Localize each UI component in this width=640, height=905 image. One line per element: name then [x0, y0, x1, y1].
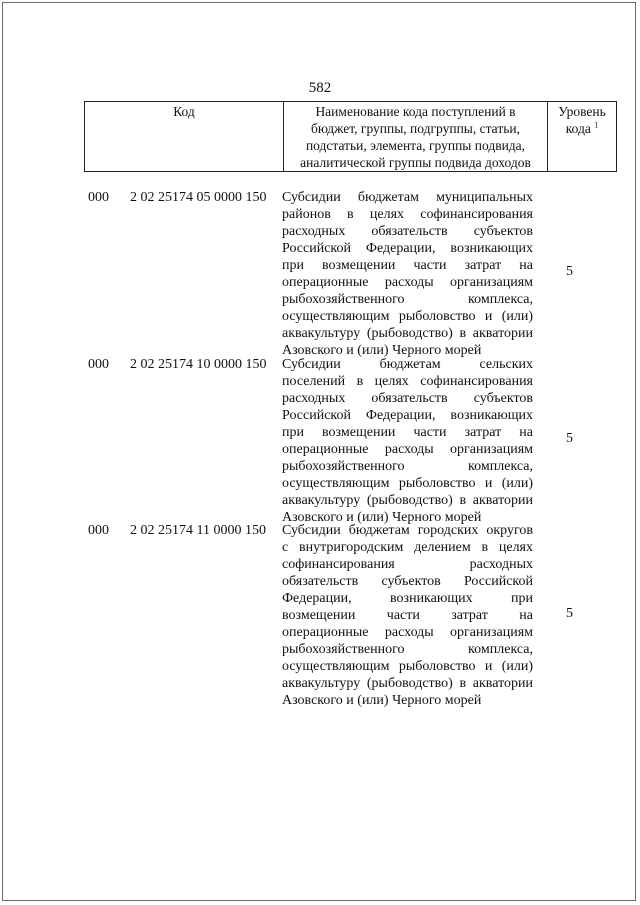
row-name-line: расходных обязательств субъектов: [282, 391, 533, 406]
row-name: [282, 189, 533, 359]
row-name: [282, 356, 533, 526]
row-code: 2 02 25174 10 0000 150: [130, 357, 267, 372]
row-name-line: операционные расходы организациям: [282, 442, 533, 457]
row-level: 5: [566, 431, 573, 446]
row-name-line: рыбохозяйственного комплекса,: [282, 459, 533, 474]
row-name-line: аквакультуру (рыбоводство) в акватории: [282, 493, 533, 508]
row-name-line: осуществляющим рыболовство и (или): [282, 309, 533, 324]
row-name-line: аквакультуру (рыбоводство) в акватории: [282, 326, 533, 341]
row-name-line: рыбохозяйственного комплекса,: [282, 642, 533, 657]
page-number: 582: [308, 80, 332, 96]
row-prefix: 000: [88, 523, 109, 538]
row-code: 2 02 25174 11 0000 150: [130, 523, 266, 538]
row-name-line: Федерации, возникающих при: [282, 591, 533, 606]
row-name-line: операционные расходы организациям: [282, 275, 533, 290]
row-name-line: районов в целях софинансирования: [282, 207, 533, 222]
row-name-line: Российской Федерации, возникающих: [282, 408, 533, 423]
header-name-line: бюджет, группы, подгруппы, статьи,: [311, 121, 520, 136]
header-level-word: кода: [565, 121, 591, 136]
header-name-line: аналитической группы подвида доходов: [300, 155, 531, 170]
row-name-line: осуществляющим рыболовство и (или): [282, 476, 533, 491]
row-name-line: софинансирования расходных: [282, 557, 533, 572]
row-name-line: поселений в целях софинансирования: [282, 374, 533, 389]
row-name-line: обязательств субъектов Российской: [282, 574, 533, 589]
row-name: [282, 522, 533, 709]
row-name-line: расходных обязательств субъектов: [282, 224, 533, 239]
header-row: [85, 102, 617, 172]
row-name-line: возмещении части затрат на: [282, 608, 533, 623]
row-prefix: 000: [88, 357, 109, 372]
row-prefix: 000: [88, 190, 109, 205]
row-level: 5: [566, 264, 573, 279]
row-name-line: Российской Федерации, возникающих: [282, 241, 533, 256]
row-name-line: аквакультуру (рыбоводство) в акватории: [282, 676, 533, 691]
header-level-line: Уровень: [558, 104, 606, 119]
header-level-line: [550, 120, 614, 137]
header-table: [84, 101, 617, 172]
row-name-line: с внутригородским делением в целях: [282, 540, 533, 555]
row-name-line: Азовского и (или) Черного морей: [282, 510, 482, 525]
row-name-line: Субсидии бюджетам сельских: [282, 357, 533, 372]
row-name-line: Азовского и (или) Черного морей: [282, 693, 482, 708]
header-name-line: подстатьи, элемента, группы подвида,: [305, 138, 526, 153]
row-code: 2 02 25174 05 0000 150: [130, 190, 267, 205]
header-level: [548, 102, 617, 172]
row-name-line: Субсидии бюджетам муниципальных: [282, 190, 533, 205]
header-name-line: Наименование кода поступлений в: [315, 104, 516, 119]
row-name-line: рыбохозяйственного комплекса,: [282, 292, 533, 307]
footnote-marker: 1: [594, 120, 599, 130]
header-code: Код: [85, 102, 284, 172]
row-name-line: Субсидии бюджетам городских округов: [282, 523, 533, 538]
row-level: 5: [566, 606, 573, 621]
row-name-line: при возмещении части затрат на: [282, 425, 533, 440]
row-name-line: Азовского и (или) Черного морей: [282, 343, 482, 358]
row-name-line: при возмещении части затрат на: [282, 258, 533, 273]
row-name-line: осуществляющим рыболовство и (или): [282, 659, 533, 674]
header-name: [284, 102, 548, 172]
row-name-line: операционные расходы организациям: [282, 625, 533, 640]
